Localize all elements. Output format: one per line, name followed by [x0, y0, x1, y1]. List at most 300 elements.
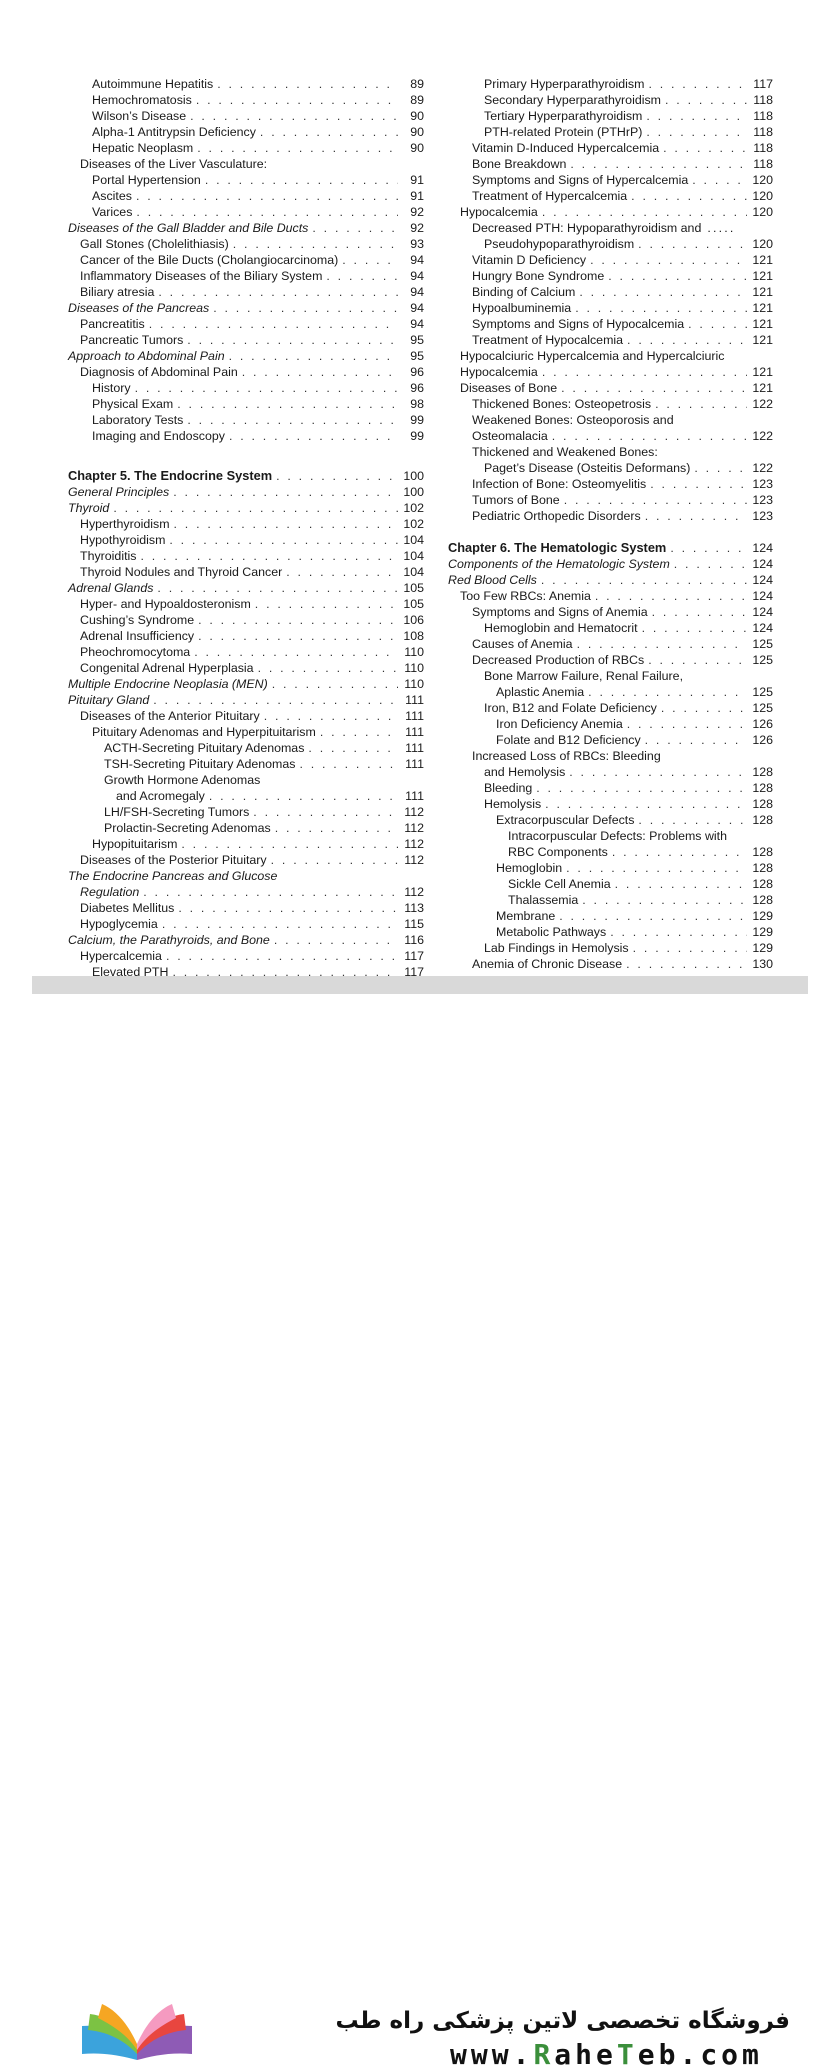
- toc-entry: [68, 124, 424, 140]
- dot-leader: [209, 788, 398, 804]
- dot-leader: [552, 428, 747, 444]
- toc-entry-page: 92: [410, 205, 424, 219]
- toc-entry-page: 128: [752, 765, 773, 779]
- dot-leader: [559, 908, 747, 924]
- toc-entry-page: 94: [410, 285, 424, 299]
- dot-leader: [652, 604, 747, 620]
- toc-entry-title: Pituitary Gland: [68, 693, 150, 707]
- dot-leader: [645, 508, 747, 524]
- toc-entry: [68, 236, 424, 252]
- dot-leader: [275, 820, 398, 836]
- toc-entry: [68, 484, 424, 500]
- toc-entry: [68, 268, 424, 284]
- toc-entry: [448, 684, 773, 700]
- toc-entry-page: 104: [403, 565, 424, 579]
- toc-entry: [68, 220, 424, 236]
- dot-leader: [642, 620, 747, 636]
- toc-entry-page: 94: [410, 317, 424, 331]
- toc-entry-page: 117: [753, 77, 773, 91]
- toc-entry-title: Thickened and Weakened Bones:: [472, 445, 658, 459]
- dot-leader: [542, 204, 747, 220]
- toc-entry-title: Pancreatic Tumors: [80, 333, 184, 347]
- toc-entry: [448, 540, 773, 556]
- dot-leader: [274, 932, 398, 948]
- dot-leader: [590, 252, 747, 268]
- toc-entry: [448, 364, 773, 380]
- toc-entry-title: Symptoms and Signs of Hypocalcemia: [472, 317, 685, 331]
- toc-entry-title: Growth Hormone Adenomas: [104, 773, 261, 787]
- toc-entry: [448, 156, 773, 172]
- dot-leader: [255, 596, 398, 612]
- toc-entry-page: 129: [752, 925, 773, 939]
- dot-leader: [242, 364, 398, 380]
- toc-entry: [448, 204, 773, 220]
- dot-leader: [575, 300, 747, 316]
- toc-entry-title: Cancer of the Bile Ducts (Cholangiocarcinoma): [80, 253, 339, 267]
- toc-entry-page: 108: [403, 629, 424, 643]
- dot-leader: [579, 284, 747, 300]
- dot-leader: [178, 900, 398, 916]
- toc-entry: [448, 316, 773, 332]
- dot-leader: [308, 740, 398, 756]
- toc-entry-page: 124: [752, 589, 773, 603]
- toc-entry: [68, 300, 424, 316]
- toc-entry: [448, 764, 773, 780]
- toc-entry-title: Metabolic Pathways: [496, 925, 607, 939]
- dot-leader: [627, 716, 747, 732]
- toc-entry-title: Sickle Cell Anemia: [508, 877, 611, 891]
- toc-entry-page: 124: [752, 541, 773, 555]
- toc-entry-title: Varices: [92, 205, 133, 219]
- toc-entry-title: Hypercalcemia: [80, 949, 162, 963]
- toc-entry-page: 120: [752, 237, 773, 251]
- toc-entry: [448, 796, 773, 812]
- toc-entry-title: PTH-related Protein (PTHrP): [484, 125, 643, 139]
- toc-entry: [448, 188, 773, 204]
- toc-entry: [448, 252, 773, 268]
- toc-entry: [448, 908, 773, 924]
- toc-entry-title: Diseases of the Gall Bladder and Bile Ducts: [68, 221, 309, 235]
- toc-entry-page: 99: [410, 429, 424, 443]
- toc-entry: [448, 780, 773, 796]
- toc-entry: [448, 508, 773, 524]
- toc-entry: [68, 532, 424, 548]
- toc-entry-title: Diseases of the Anterior Pituitary: [80, 709, 260, 723]
- toc-entry-page: 120: [752, 173, 773, 187]
- toc-entry: [448, 604, 773, 620]
- toc-entry: [68, 660, 424, 676]
- toc-entry-page: 129: [752, 909, 773, 923]
- dot-leader: [153, 692, 398, 708]
- toc-entry-title: Cushing’s Syndrome: [80, 613, 195, 627]
- toc-entry-page: 128: [752, 893, 773, 907]
- toc-entry-page: 95: [410, 349, 424, 363]
- toc-entry-title: Gall Stones (Cholelithiasis): [80, 237, 229, 251]
- toc-entry: [68, 836, 424, 852]
- toc-entry: [448, 844, 773, 860]
- dot-leader: [577, 636, 747, 652]
- toc-entry-page: 118: [753, 125, 773, 139]
- toc-entry: [68, 852, 424, 868]
- dot-leader: [276, 468, 398, 484]
- toc-entry-title: and Acromegaly: [116, 789, 205, 803]
- toc-entry: [448, 924, 773, 940]
- toc-entry: [448, 220, 773, 236]
- toc-entry-page: 115: [404, 917, 424, 931]
- dot-leader: [595, 588, 747, 604]
- toc-entry: [68, 428, 424, 444]
- toc-entry-page: 96: [410, 381, 424, 395]
- toc-entry-page: 111: [405, 757, 424, 771]
- toc-entry-title: Components of the Hematologic System: [448, 557, 670, 571]
- toc-entry-title: Thyroid: [68, 501, 110, 515]
- dot-leader: [536, 780, 747, 796]
- toc-entry: [68, 188, 424, 204]
- toc-entry-title: Decreased PTH: Hypoparathyroidism and: [472, 221, 702, 235]
- dot-leader: [566, 860, 747, 876]
- dot-leader: [320, 724, 398, 740]
- toc-entry-page: 125: [752, 637, 773, 651]
- dot-leader: [229, 428, 398, 444]
- toc-entry-title: Anemia of Chronic Disease: [472, 957, 623, 971]
- dot-leader: [174, 516, 398, 532]
- dot-leader: [631, 188, 747, 204]
- toc-entry-page: 91: [410, 189, 424, 203]
- toc-entry: [68, 396, 424, 412]
- dot-leader: [253, 804, 398, 820]
- toc-entry: [68, 76, 424, 92]
- toc-entry-title: Diseases of Bone: [460, 381, 558, 395]
- toc-entry: [68, 612, 424, 628]
- toc-entry: [448, 492, 773, 508]
- toc-entry: [68, 284, 424, 300]
- dot-leader: [663, 140, 747, 156]
- toc-entry-title: Hyper- and Hypoaldosteronism: [80, 597, 251, 611]
- toc-entry-page: 128: [752, 877, 773, 891]
- toc-entry-title: Diabetes Mellitus: [80, 901, 175, 915]
- toc-entry-page: 118: [753, 93, 773, 107]
- toc-entry-page: 90: [410, 141, 424, 155]
- toc-entry-page: 111: [405, 741, 424, 755]
- toc-entry-page: 113: [404, 901, 424, 915]
- dot-leader: [166, 948, 398, 964]
- toc-entry-title: Intracorpuscular Defects: Problems with: [508, 829, 727, 843]
- toc-entry: [68, 348, 424, 364]
- dot-leader: [217, 76, 398, 92]
- toc-entry-page: 110: [404, 661, 424, 675]
- dot-leader: [205, 172, 398, 188]
- toc-entry-title: General Principles: [68, 485, 170, 499]
- toc-entry: [68, 804, 424, 820]
- toc-entry: [68, 644, 424, 660]
- toc-entry-page: 111: [405, 709, 424, 723]
- toc-entry-page: 91: [410, 173, 424, 187]
- toc-entry: [448, 460, 773, 476]
- toc-entry: [448, 348, 773, 364]
- dot-leader: [588, 684, 747, 700]
- dot-leader: [626, 956, 747, 972]
- toc-entry-title: Diagnosis of Abdominal Pain: [80, 365, 238, 379]
- toc-entry: [448, 716, 773, 732]
- toc-entry-title: History: [92, 381, 131, 395]
- toc-entry-title: Adrenal Glands: [68, 581, 154, 595]
- dot-leader: [113, 500, 398, 516]
- dot-leader: [646, 124, 747, 140]
- toc-entry-title: Elevated PTH: [92, 965, 169, 979]
- dot-leader: [299, 756, 398, 772]
- toc-entry-title: Too Few RBCs: Anemia: [460, 589, 591, 603]
- dot-leader: [198, 612, 398, 628]
- dot-leader: [187, 332, 398, 348]
- toc-entry-title: Chapter 5. The Endocrine System: [68, 468, 273, 483]
- toc-entry: [448, 172, 773, 188]
- toc-entry: [68, 692, 424, 708]
- toc-entry-title: Tumors of Bone: [472, 493, 560, 507]
- toc-entry-page: 122: [752, 397, 773, 411]
- toc-entry-title: Portal Hypertension: [92, 173, 201, 187]
- toc-entry-page: 121: [752, 317, 773, 331]
- toc-entry-title: Vitamin D-Induced Hypercalcemia: [472, 141, 660, 155]
- toc-entry-title: Chapter 6. The Hematologic System: [448, 540, 667, 555]
- toc-entry-page: 124: [752, 573, 773, 587]
- toc-entry: [448, 428, 773, 444]
- dot-leader: [570, 156, 747, 172]
- toc-entry-title: Symptoms and Signs of Anemia: [472, 605, 648, 619]
- toc-entry: [68, 788, 424, 804]
- dot-leader: [342, 252, 398, 268]
- toc-entry: [68, 316, 424, 332]
- toc-entry-page: 123: [752, 493, 773, 507]
- toc-entry-title: Folate and B12 Deficiency: [496, 733, 641, 747]
- dot-leader: [271, 852, 398, 868]
- toc-entry-title: Biliary atresia: [80, 285, 155, 299]
- toc-entry-title: TSH-Secreting Pituitary Adenomas: [104, 757, 296, 771]
- toc-entry: [68, 596, 424, 612]
- toc-entry-page: 121: [752, 381, 773, 395]
- dot-leader: [674, 556, 747, 572]
- toc-entry: [448, 668, 773, 684]
- toc-entry-page: 90: [410, 125, 424, 139]
- toc-entry-page: 121: [752, 301, 773, 315]
- toc-entry: [448, 236, 773, 252]
- dot-leader: [638, 236, 747, 252]
- toc-entry-title: Membrane: [496, 909, 556, 923]
- toc-entry: [448, 140, 773, 156]
- toc-entry: [68, 740, 424, 756]
- toc-entry-title: Regulation: [80, 885, 140, 899]
- toc-entry-title: Thalassemia: [508, 893, 579, 907]
- toc-entry-page: 93: [410, 237, 424, 251]
- toc-entry-page: 125: [752, 701, 773, 715]
- toc-entry: [68, 676, 424, 692]
- toc-entry-page: 111: [405, 725, 424, 739]
- toc-entry-page: 126: [752, 733, 773, 747]
- toc-entry-page: 117: [404, 949, 424, 963]
- toc-entry-page: 121: [752, 285, 773, 299]
- toc-entry-trail: .....: [707, 221, 736, 235]
- toc-entry: [68, 548, 424, 564]
- dot-leader: [692, 172, 747, 188]
- toc-entry-title: Physical Exam: [92, 397, 174, 411]
- dot-leader: [140, 548, 398, 564]
- toc-entry-title: Diseases of the Posterior Pituitary: [80, 853, 267, 867]
- dot-leader: [187, 412, 398, 428]
- toc-entry: [68, 364, 424, 380]
- toc-entry-title: Bone Breakdown: [472, 157, 567, 171]
- dot-leader: [173, 484, 398, 500]
- toc-entry: [68, 900, 424, 916]
- dot-leader: [258, 660, 398, 676]
- toc-entry: [68, 964, 424, 980]
- toc-entry-title: Causes of Anemia: [472, 637, 573, 651]
- toc-entry-page: 111: [405, 693, 424, 707]
- toc-entry-page: 104: [403, 533, 424, 547]
- dot-leader: [177, 396, 398, 412]
- toc-entry: [448, 860, 773, 876]
- toc-entry-page: 105: [403, 597, 424, 611]
- dot-leader: [627, 332, 747, 348]
- dot-leader: [143, 884, 398, 900]
- toc-entry-title: Iron, B12 and Folate Deficiency: [484, 701, 657, 715]
- toc-entry-title: Multiple Endocrine Neoplasia (MEN): [68, 677, 268, 691]
- toc-entry-title: Decreased Production of RBCs: [472, 653, 645, 667]
- toc-entry-title: Hemolysis: [484, 797, 542, 811]
- dot-leader: [670, 540, 747, 556]
- toc-entry-title: Approach to Abdominal Pain: [68, 349, 225, 363]
- toc-entry-title: Congenital Adrenal Hyperplasia: [80, 661, 254, 675]
- dot-leader: [694, 460, 747, 476]
- toc-entry: [448, 412, 773, 428]
- toc-entry-title: Hypoalbuminemia: [472, 301, 572, 315]
- dot-leader: [661, 700, 747, 716]
- toc-entry: [68, 756, 424, 772]
- dot-leader: [312, 220, 398, 236]
- toc-entry-title: Pheochromocytoma: [80, 645, 191, 659]
- toc-entry: [68, 468, 424, 484]
- dot-leader: [157, 580, 398, 596]
- toc-entry: [68, 140, 424, 156]
- toc-entry-title: RBC Components: [508, 845, 608, 859]
- dot-leader: [190, 108, 398, 124]
- toc-entry-page: 92: [410, 221, 424, 235]
- toc-entry-page: 100: [403, 485, 424, 499]
- toc-entry-page: 110: [404, 645, 424, 659]
- toc-entry-title: Imaging and Endoscopy: [92, 429, 225, 443]
- toc-entry-page: 112: [404, 821, 424, 835]
- dot-leader: [213, 300, 398, 316]
- toc-entry-page: 89: [410, 93, 424, 107]
- toc-entry-page: 111: [405, 789, 424, 803]
- toc-entry-page: 94: [410, 301, 424, 315]
- toc-entry: [68, 108, 424, 124]
- toc-entry-title: Increased Loss of RBCs: Bleeding: [472, 749, 661, 763]
- footer-banner: [0, 994, 840, 2071]
- toc-entry-page: 121: [752, 365, 773, 379]
- toc-entry: [448, 812, 773, 828]
- toc-entry: [448, 956, 773, 972]
- dot-leader: [608, 268, 747, 284]
- dot-leader: [196, 92, 398, 108]
- dot-leader: [158, 284, 398, 300]
- toc-entry-page: 117: [404, 965, 424, 979]
- toc-entry-page: 112: [404, 837, 424, 851]
- toc-entry-title: Hepatic Neoplasm: [92, 141, 194, 155]
- toc-entry-page: 104: [403, 549, 424, 563]
- toc-entry-title: ACTH-Secreting Pituitary Adenomas: [104, 741, 305, 755]
- toc-entry: [448, 284, 773, 300]
- toc-entry-title: Thyroid Nodules and Thyroid Cancer: [80, 565, 283, 579]
- dot-leader: [561, 380, 747, 396]
- toc-entry: [448, 92, 773, 108]
- toc-entry-page: 125: [752, 685, 773, 699]
- toc-entry: [68, 628, 424, 644]
- dot-leader: [648, 652, 747, 668]
- dot-leader: [615, 876, 747, 892]
- toc-entry-title: Lab Findings in Hemolysis: [484, 941, 629, 955]
- toc-entry: [68, 92, 424, 108]
- dot-leader: [162, 916, 398, 932]
- toc-entry: [448, 572, 773, 588]
- toc-entry: [448, 396, 773, 412]
- toc-entry: [448, 620, 773, 636]
- toc-entry-page: 100: [403, 469, 424, 483]
- dot-leader: [135, 380, 398, 396]
- toc-entry-page: 112: [404, 805, 424, 819]
- toc-entry-page: 126: [752, 717, 773, 731]
- toc-entry: [68, 412, 424, 428]
- toc-entry-page: 118: [753, 109, 773, 123]
- toc-entry-title: Extracorpuscular Defects: [496, 813, 635, 827]
- dot-leader: [688, 316, 747, 332]
- toc-entry-title: Diseases of the Liver Vasculature:: [80, 157, 268, 171]
- toc-entry-page: 102: [403, 517, 424, 531]
- toc-entry: [68, 204, 424, 220]
- shop-url[interactable]: www.RaheTeb.com: [450, 2038, 763, 2071]
- toc-entry-page: 128: [752, 845, 773, 859]
- toc-entry-page: 112: [404, 885, 424, 899]
- toc-entry-title: Ascites: [92, 189, 132, 203]
- toc-entry-page: 112: [404, 853, 424, 867]
- toc-entry-page: 128: [752, 781, 773, 795]
- toc-entry-title: Treatment of Hypocalcemia: [472, 333, 624, 347]
- toc-entry-title: Wilson’s Disease: [92, 109, 187, 123]
- toc-entry: [68, 332, 424, 348]
- toc-entry: [448, 652, 773, 668]
- toc-entry: [448, 124, 773, 140]
- dot-leader: [612, 844, 747, 860]
- toc-entry-title: Prolactin-Secreting Adenomas: [104, 821, 271, 835]
- toc-entry-title: and Hemolysis: [484, 765, 566, 779]
- toc-entry-page: 124: [752, 605, 773, 619]
- toc-entry: [448, 636, 773, 652]
- toc-entry-title: Infection of Bone: Osteomyelitis: [472, 477, 647, 491]
- toc-entry-title: Red Blood Cells: [448, 573, 537, 587]
- toc-entry-page: 128: [752, 797, 773, 811]
- toc-entry: [68, 868, 424, 884]
- toc-entry-title: Osteomalacia: [472, 429, 548, 443]
- toc-entry-title: Hypothyroidism: [80, 533, 166, 547]
- toc-entry: [448, 268, 773, 284]
- dot-leader: [260, 124, 398, 140]
- toc-entry: [68, 708, 424, 724]
- toc-entry-title: Hypocalcemia: [460, 365, 538, 379]
- toc-entry: [68, 724, 424, 740]
- dot-leader: [233, 236, 398, 252]
- toc-entry-title: Pseudohypoparathyroidism: [484, 237, 635, 251]
- toc-entry-title: Pituitary Adenomas and Hyperpituitarism: [92, 725, 316, 739]
- shop-name: فروشگاه تخصصی لاتین پزشکی راه طب: [335, 2008, 790, 2034]
- dot-leader: [229, 348, 398, 364]
